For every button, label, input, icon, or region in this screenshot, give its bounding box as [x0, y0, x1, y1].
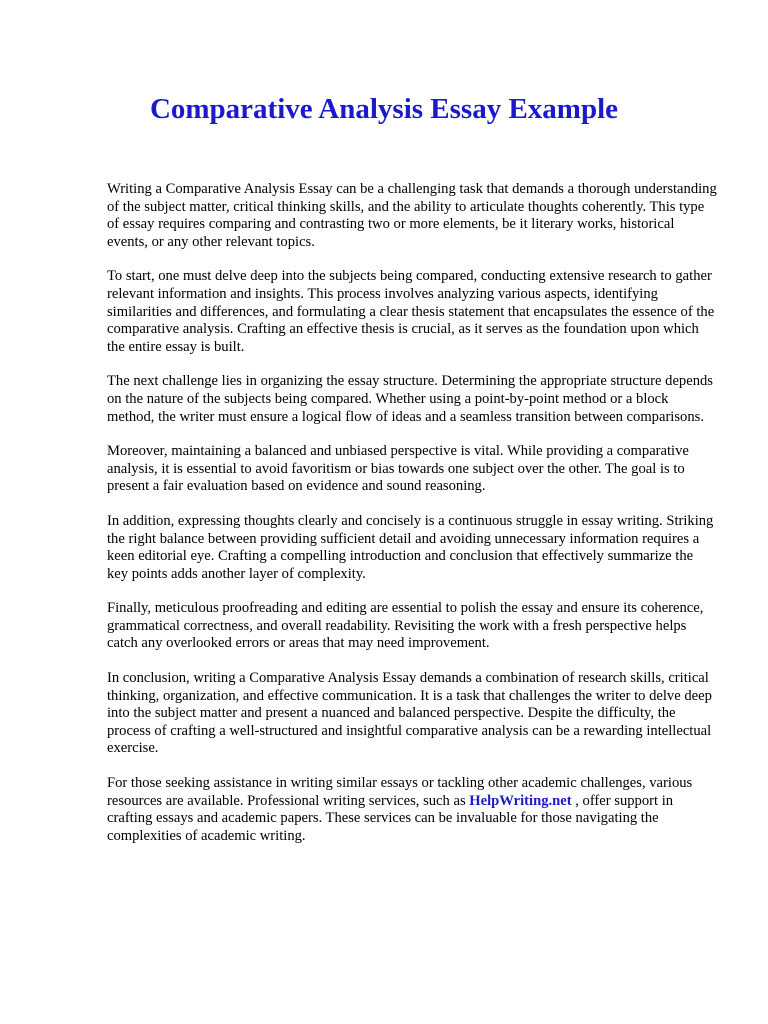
essay-body [107, 181, 717, 862]
paragraph-4: Moreover, maintaining a balanced and unbiased perspective is vital. While providing a comparative analysis, it is essential to avoid favoritism or bias towards one subject over the other. The goal is to present a fair evaluation based on evidence and sound reasoning. [107, 443, 689, 495]
paragraph-2: To start, one must delve deep into the subjects being compared, conducting extensive research to gather relevant information and insights. This process involves analyzing various aspects, identifying similarities and differences, and formulating a clear thesis statement that encapsulates the essence of the comparative analysis. Crafting an effective thesis is crucial, as it serves as the foundation upon which the entire essay is built. [107, 268, 715, 355]
paragraph-8 [107, 775, 717, 845]
paragraph-8-text-after-link: , offer support in crafting essays and academic papers. These services can be invaluable for those navigating the complexities of academic writing. [107, 792, 674, 844]
paragraph-8-text-before-link: For those seeking assistance in writing similar essays or tackling other academic challenges, various resources are available. Professional writing services, such as [107, 775, 693, 809]
paragraph-7: In conclusion, writing a Comparative Analysis Essay demands a combination of research skills, critical thinking, organization, and effective communication. It is a task that challenges the writer to delve deep into the subject matter and present a nuanced and balanced perspective. Despite the difficulty, the process of crafting a well-structured and insightful comparative analysis can be a rewarding intellectual exercise. [107, 670, 712, 757]
paragraph-1: Writing a Comparative Analysis Essay can be a challenging task that demands a thorough understanding of the subject matter, critical thinking skills, and the ability to articulate thoughts coherently. This type of essay requires comparing and contrasting two or more elements, be it literary works, historical events, or any other relevant topics. [107, 181, 717, 250]
page-title: Comparative Analysis Essay Example [149, 93, 619, 125]
helpwriting-link[interactable]: HelpWriting.net [469, 792, 572, 809]
paragraph-5: In addition, expressing thoughts clearly and concisely is a continuous struggle in essay writing. Striking the right balance between providing sufficient detail and avoiding unnecessary information requires a keen editorial eye. Crafting a compelling introduction and conclusion that effectively summarize the key points adds another layer of complexity. [107, 512, 714, 582]
paragraph-6: Finally, meticulous proofreading and editing are essential to polish the essay and ensure its coherence, grammatical correctness, and overall readability. Revisiting the work with a fresh perspective helps catch any overlooked errors or areas that may need improvement. [107, 600, 704, 652]
paragraph-3: The next challenge lies in organizing the essay structure. Determining the appropriate structure depends on the nature of the subjects being compared. Whether using a point-by-point method or a block method, the writer must ensure a logical flow of ideas and a seamless transition between comparisons. [107, 373, 713, 425]
